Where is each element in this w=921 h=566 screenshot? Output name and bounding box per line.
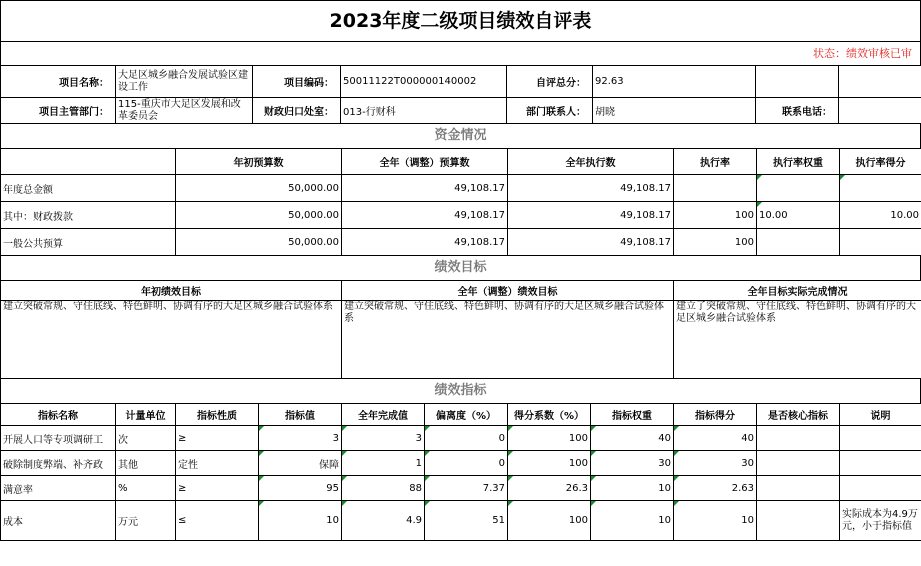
indicators-table	[0, 403, 921, 541]
indicators-header: 全年完成值	[342, 404, 425, 426]
indicators-header: 指标值	[259, 404, 342, 426]
dept-value[interactable]: 115-重庆市大足区发展和改革委员会	[116, 98, 253, 124]
finance-value[interactable]: 013-行财科	[341, 98, 507, 124]
indicator-score[interactable]: 10	[674, 501, 757, 541]
project-code-value[interactable]: 50011122T000000140002	[341, 66, 507, 98]
funds-initial[interactable]: 50,000.00	[176, 229, 342, 256]
funds-header: 年初预算数	[176, 149, 342, 175]
contact-label: 部门联系人：	[507, 98, 593, 124]
indicator-coefficient[interactable]: 100	[508, 426, 591, 451]
indicator-coefficient[interactable]: 26.3	[508, 476, 591, 501]
indicator-target[interactable]: 95	[259, 476, 342, 501]
indicator-weight[interactable]: 10	[591, 501, 674, 541]
indicator-weight[interactable]: 30	[591, 451, 674, 476]
goals-header: 年初绩效目标	[1, 281, 342, 301]
indicator-target[interactable]: 10	[259, 501, 342, 541]
funds-weight[interactable]: 10.00	[757, 202, 840, 229]
funds-executed[interactable]: 49,108.17	[508, 229, 674, 256]
funds-header	[1, 149, 176, 175]
empty-cell	[756, 66, 839, 98]
funds-score[interactable]	[840, 175, 921, 202]
funds-score[interactable]: 10.00	[840, 202, 921, 229]
indicator-core[interactable]	[757, 501, 840, 541]
funds-rate[interactable]: 100	[674, 229, 757, 256]
table-row	[1, 426, 921, 451]
indicators-header: 偏离度（%）	[425, 404, 508, 426]
funds-rate[interactable]: 100	[674, 202, 757, 229]
total-score-value[interactable]: 92.63	[593, 66, 756, 98]
indicator-unit[interactable]: %	[116, 476, 176, 501]
funds-weight[interactable]	[757, 229, 840, 256]
indicator-deviation[interactable]: 0	[425, 426, 508, 451]
indicator-done[interactable]: 88	[342, 476, 425, 501]
indicator-nature[interactable]: ≤	[176, 501, 259, 541]
indicators-header: 说明	[840, 404, 921, 426]
funds-section-title: 资金情况	[0, 124, 921, 148]
table-row	[1, 501, 921, 541]
empty-cell	[839, 66, 921, 98]
total-score-label: 自评总分：	[507, 66, 593, 98]
indicator-deviation[interactable]: 51	[425, 501, 508, 541]
table-row	[1, 229, 921, 256]
indicator-target[interactable]: 3	[259, 426, 342, 451]
table-row	[1, 476, 921, 501]
funds-header: 全年（调整）预算数	[342, 149, 508, 175]
funds-initial[interactable]: 50,000.00	[176, 175, 342, 202]
indicator-core[interactable]	[757, 476, 840, 501]
indicator-nature[interactable]: ≥	[176, 426, 259, 451]
funds-row-name: 一般公共预算	[1, 229, 176, 256]
funds-adjusted[interactable]: 49,108.17	[342, 202, 508, 229]
phone-label: 联系电话：	[756, 98, 839, 124]
funds-row-name: 其中：财政拨款	[1, 202, 176, 229]
funds-header: 执行率权重	[757, 149, 840, 175]
indicator-unit[interactable]: 万元	[116, 501, 176, 541]
table-row	[1, 202, 921, 229]
indicator-done[interactable]: 3	[342, 426, 425, 451]
indicators-header: 指标名称	[1, 404, 116, 426]
funds-initial[interactable]: 50,000.00	[176, 202, 342, 229]
contact-value[interactable]: 胡晓	[593, 98, 756, 124]
adjusted-goal-text[interactable]: 建立突破常规、守住底线、特色鲜明、协调有序的大足区城乡融合试验体系	[342, 301, 674, 379]
funds-table	[0, 148, 921, 256]
indicator-core[interactable]	[757, 426, 840, 451]
indicator-coefficient[interactable]: 100	[508, 451, 591, 476]
funds-adjusted[interactable]: 49,108.17	[342, 175, 508, 202]
funds-executed[interactable]: 49,108.17	[508, 175, 674, 202]
indicator-coefficient[interactable]: 100	[508, 501, 591, 541]
indicators-section-title: 绩效指标	[0, 379, 921, 403]
goals-header: 全年（调整）绩效目标	[342, 281, 674, 301]
dept-label: 项目主管部门：	[1, 98, 116, 124]
goals-section-title: 绩效目标	[0, 256, 921, 280]
page-title: 2023年度二级项目绩效自评表	[0, 0, 921, 41]
indicator-deviation[interactable]: 0	[425, 451, 508, 476]
actual-goal-text[interactable]: 建立了突破常规、守住底线、特色鲜明、协调有序的大足区城乡融合试验体系	[674, 301, 921, 379]
goals-header: 全年目标实际完成情况	[674, 281, 921, 301]
indicator-done[interactable]: 1	[342, 451, 425, 476]
indicator-weight[interactable]: 10	[591, 476, 674, 501]
indicator-score[interactable]: 30	[674, 451, 757, 476]
indicator-core[interactable]	[757, 451, 840, 476]
indicator-name[interactable]: 成本	[1, 501, 116, 541]
indicators-header: 计量单位	[116, 404, 176, 426]
indicator-name[interactable]: 开展人口等专项调研工	[1, 426, 116, 451]
indicator-note[interactable]: 实际成本为4.9万元，小于指标值	[840, 501, 921, 541]
indicator-weight[interactable]: 40	[591, 426, 674, 451]
funds-header: 执行率	[674, 149, 757, 175]
indicator-note[interactable]	[840, 476, 921, 501]
indicators-header: 指标性质	[176, 404, 259, 426]
indicator-score[interactable]: 40	[674, 426, 757, 451]
status-badge: 状态：绩效审核已审	[0, 41, 921, 65]
phone-value[interactable]	[839, 98, 921, 124]
funds-row-name: 年度总金额	[1, 175, 176, 202]
indicator-unit[interactable]: 次	[116, 426, 176, 451]
funds-weight[interactable]	[757, 175, 840, 202]
indicator-note[interactable]	[840, 426, 921, 451]
indicator-nature[interactable]: 定性	[176, 451, 259, 476]
funds-header: 执行率得分	[840, 149, 921, 175]
funds-header: 全年执行数	[508, 149, 674, 175]
indicator-nature[interactable]: ≥	[176, 476, 259, 501]
indicator-target[interactable]: 保障	[259, 451, 342, 476]
funds-score[interactable]	[840, 229, 921, 256]
indicator-unit[interactable]: 其他	[116, 451, 176, 476]
indicator-deviation[interactable]: 7.37	[425, 476, 508, 501]
funds-adjusted[interactable]: 49,108.17	[342, 229, 508, 256]
initial-goal-text[interactable]: 建立突破常规、守住底线、特色鲜明、协调有序的大足区城乡融合试验体系	[1, 301, 342, 379]
project-name-label: 项目名称：	[1, 66, 116, 98]
indicators-header: 指标得分	[674, 404, 757, 426]
indicators-header: 指标权重	[591, 404, 674, 426]
funds-rate[interactable]	[674, 175, 757, 202]
indicator-done[interactable]: 4.9	[342, 501, 425, 541]
indicator-name[interactable]: 满意率	[1, 476, 116, 501]
project-name-value[interactable]: 大足区城乡融合发展试验区建设工作	[116, 66, 253, 98]
goals-table	[0, 280, 921, 379]
indicators-header: 是否核心指标	[757, 404, 840, 426]
indicator-name[interactable]: 破除制度弊端、补齐政	[1, 451, 116, 476]
info-table	[0, 65, 921, 124]
indicators-header: 得分系数（%）	[508, 404, 591, 426]
project-code-label: 项目编码：	[253, 66, 341, 98]
funds-executed[interactable]: 49,108.17	[508, 202, 674, 229]
table-row	[1, 451, 921, 476]
indicator-score[interactable]: 2.63	[674, 476, 757, 501]
table-row	[1, 175, 921, 202]
finance-label: 财政归口处室：	[253, 98, 341, 124]
indicator-note[interactable]	[840, 451, 921, 476]
